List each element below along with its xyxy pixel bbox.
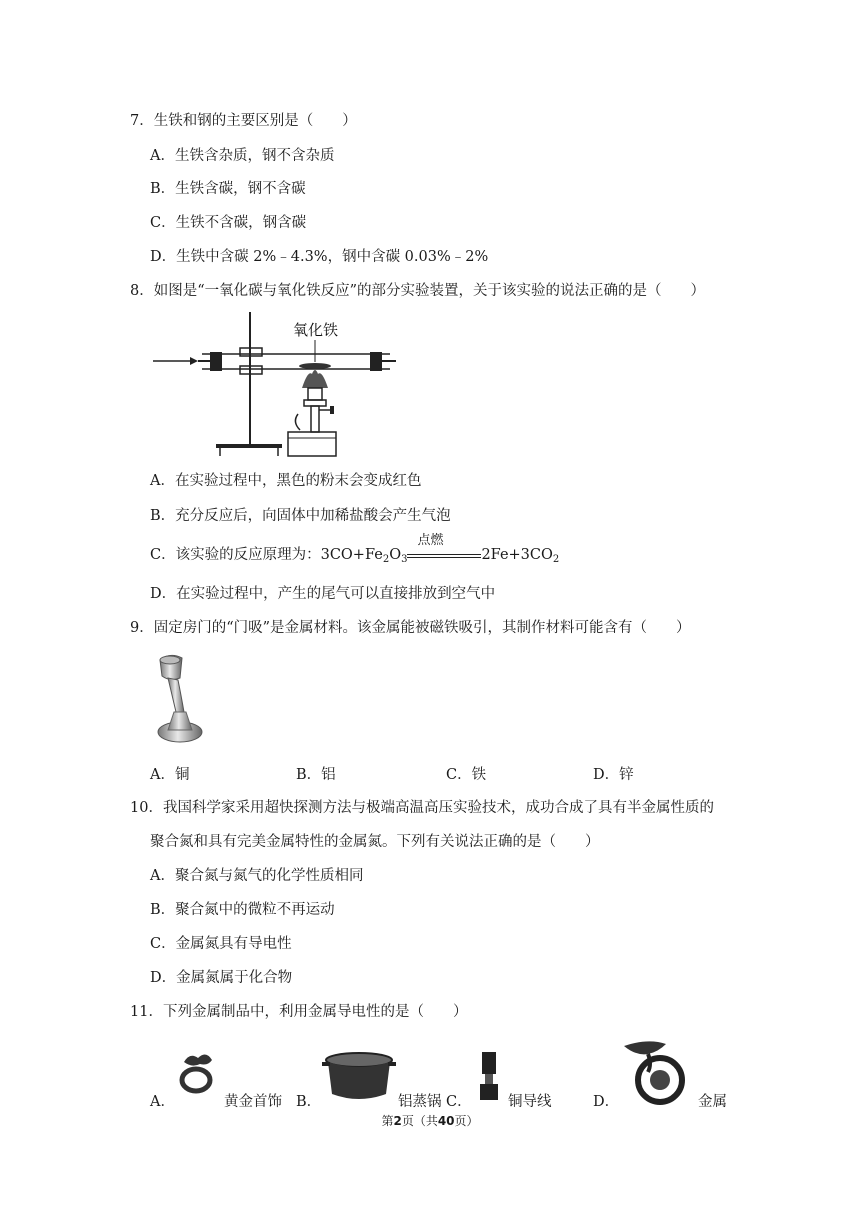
q8-stem: 8．如图是“一氧化碳与氧化铁反应”的部分实验装置，关于该实验的说法正确的是（ ） [130, 283, 706, 299]
q8-option-d: D．在实验过程中，产生的尾气可以直接排放到空气中 [150, 586, 496, 602]
q7-option-d: D．生铁中含碳 2%﹣4.3%，钢中含碳 0.03%﹣2% [150, 249, 489, 265]
q8-c-oxygen: O [389, 547, 402, 563]
q8-option-a: A．在实验过程中，黑色的粉末会变成红色 [150, 473, 422, 489]
q8-c-reactants: C．该实验的反应原理为：3CO+Fe [150, 547, 383, 563]
q9-option-d: D．锌 [593, 767, 634, 783]
q9-option-a: A．铜 [150, 767, 190, 783]
q9-option-c: C．铁 [446, 767, 487, 783]
q10-stem-line2: 聚合氮和具有完美金属特性的金属氮。下列有关说法正确的是（ ） [150, 834, 600, 850]
q10-stem-line1: 10．我国科学家采用超快探测方法与极端高温高压实验技术，成功合成了具有半金属性质的 [130, 800, 714, 816]
q8-c-sub-o: 3 [401, 554, 408, 565]
q8-option-c [150, 533, 560, 567]
q8-option-b: B．充分反应后，向固体中加稀盐酸会产生气泡 [150, 508, 451, 524]
q7-stem: 7．生铁和钢的主要区别是（ ） [130, 113, 357, 129]
footer-mid: 页（共 [401, 1114, 438, 1128]
iron-oxide-label: 氧化铁 [293, 321, 339, 339]
q9-option-b: B．铝 [296, 767, 336, 783]
copper-wire-image [476, 1052, 504, 1102]
q7-option-a: A．生铁含杂质，钢不含杂质 [150, 148, 335, 164]
q11-stem: 11．下列金属制品中，利用金属导电性的是（ ） [130, 1004, 468, 1020]
q11-option-c-label: 铜导线 [508, 1094, 552, 1110]
q10-option-d: D．金属氮属于化合物 [150, 970, 293, 986]
reaction-condition [407, 533, 481, 565]
q11-option-b-label: 铝蒸锅 [398, 1094, 442, 1110]
q8-c-products: 2Fe+3CO [481, 547, 553, 563]
q11-option-b-letter: B． [296, 1094, 322, 1110]
footer-total-pages: 40 [437, 1114, 455, 1128]
footer-suffix: 页） [454, 1114, 479, 1128]
co-fe2o3-apparatus-figure [150, 310, 400, 462]
q7-option-b: B．生铁含碳，钢不含碳 [150, 181, 306, 197]
q10-option-b: B．聚合氮中的微粒不再运动 [150, 902, 335, 918]
footer-prefix: 第 [381, 1114, 394, 1128]
q11-option-d-label: 金属 [698, 1094, 727, 1110]
door-stopper-image [148, 650, 212, 750]
q11-option-d-letter: D． [593, 1094, 620, 1110]
footer-page-number: 2 [393, 1114, 402, 1128]
q11-option-a-label: 黄金首饰 [224, 1094, 282, 1110]
q11-option-c-letter: C． [446, 1094, 472, 1110]
q9-stem: 9．固定房门的“门吸”是金属材料。该金属能被磁铁吸引，其制作材料可能含有（ ） [130, 620, 691, 636]
aluminum-pot-image [322, 1050, 396, 1104]
q7-option-c: C．生铁不含碳，钢含碳 [150, 215, 307, 231]
q10-option-a: A．聚合氮与氮气的化学性质相同 [150, 868, 364, 884]
metal-horn-image [618, 1038, 692, 1108]
q8-c-sub-fe: 2 [382, 554, 390, 565]
ignite-label: 点燃 [417, 533, 444, 548]
q8-c-sub-co2: 2 [552, 554, 560, 565]
q11-option-a-letter: A． [150, 1094, 175, 1110]
page-footer [0, 1112, 860, 1129]
gold-ring-image [176, 1048, 220, 1098]
q10-option-c: C．金属氮具有导电性 [150, 936, 292, 952]
